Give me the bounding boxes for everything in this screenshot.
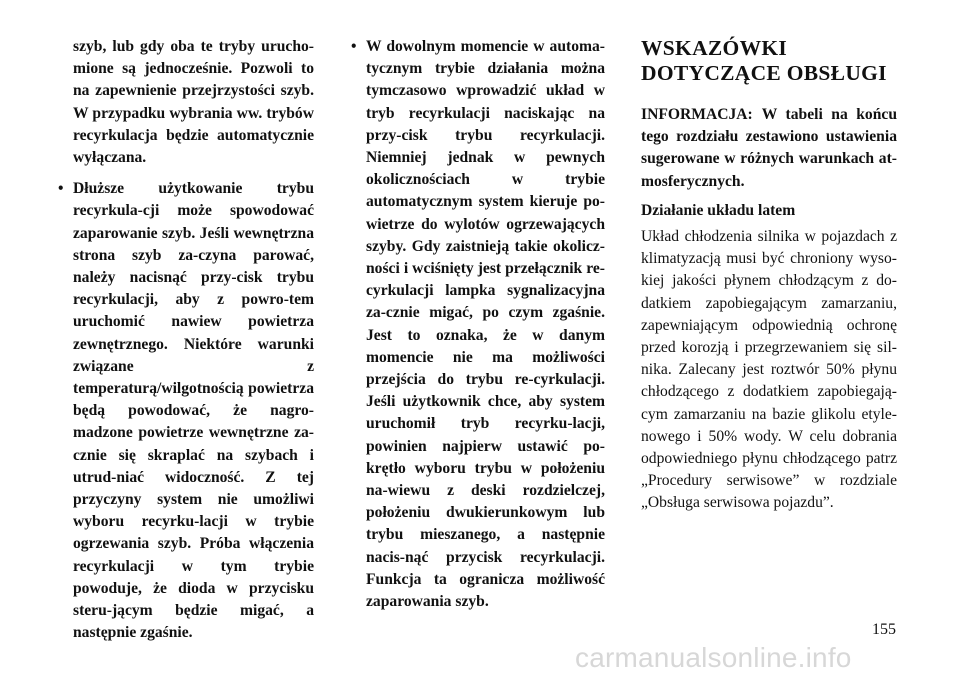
section-heading-line2: DOTYCZĄCE OBSŁUGI [641, 61, 887, 85]
watermark-text: carmanualsonline.info [575, 642, 852, 673]
continuation-paragraph: szyb, lub gdy oba te tryby urucho-mione są jednocześnie. Pozwoli to na zapewnienie przejrzystości szyb. W przypadku wybrania ww. trybów recyrkulacja będzie automatycznie wyłączana. [73, 38, 314, 167]
left-column [56, 36, 314, 644]
info-note [641, 104, 897, 193]
section-heading-line1: WSKAZÓWKI [641, 36, 788, 60]
middle-column [349, 36, 605, 613]
summer-operation-subheading: Działanie układu latem [641, 201, 796, 219]
right-column [641, 36, 897, 515]
page-number: 155 [872, 621, 896, 638]
bullet-recirculation-fogging: • Dłuższe użytkowanie trybu recyrkula-cji może spowodować zaparowanie szyb. Jeśli wewnętrzna strona szyb za-czyna parować, należy nacisnąć przy-cisk trybu recyrkulacji, aby z powro-tem uruchomić nawiew powietrza zewnętrznego. Niektóre warunki związane z temperaturą/wilgotnością powietrza będą powodować, że nagro-madzone powietrze wewnętrzne za-cznie się skraplać na szybach i utrud-niać widoczność. Z tej przyczyny system nie umożliwi wyboru recyrku-lacji w trybie ogrzewania szyb. Próba włączenia recyrkulacji w tym trybie powoduje, że dioda w przycisku steru-jącym będzie migać, a następnie zgaśnie. [56, 178, 314, 644]
summer-operation-body: Układ chłodzenia silnika w pojazdach z klimatyzacją musi być chroniony wyso-kiej jakości płynem chłodzącym z do-datkiem zapobiegającym zamarzaniu, zapewniającym odpowiednią ochronę przed korozją i przegrzewaniem się sil-nika. Zalecany jest roztwór 50% płynu chłodzącego z dodatkiem zapobiegają-cym zamarzaniu na bazie glikolu etyle-nowego i 50% wody. W celu dobrania odpowiedniego płynu chłodzącego patrz „Procedury serwisowe” w rozdziale „Obsługa serwisowa pojazdu”. [641, 228, 897, 512]
section-heading [641, 36, 897, 86]
info-label: INFORMACJA: [641, 106, 753, 123]
bullet-recirculation-auto-mode: • W dowolnym momencie w automa-tycznym trybie działania można tymczasowo wprowadzić układ w tryb recyrkulacji naciskając na przy-cisk trybu recyrkulacji. Niemniej jednak w pewnych okolicznościach w trybie automatycznym system kieruje po-wietrze do wylotów ogrzewających szyby. Gdy zaistnieją takie okolicz-ności i wciśnięty jest przełącznik re-cyrkulacji lampka sygnalizacyjna za-cznie migać, po czym zgaśnie. Jest to oznaka, że w danym momencie nie ma możliwości przejścia do trybu re-cyrkulacji. Jeśli użytkownik chce, aby system uruchomił tryb recyrku-lacji, powinien najpierw ustawić po-krętło wyboru trybu w położeniu na-wiewu z deski rozdzielczej, położeniu dwukierunkowym lub trybu mieszanego, a następnie nacis-nąć przycisk recyrkulacji. Funkcja ta ogranicza możliwość zaparowania szyb. [349, 36, 605, 613]
info-text: W tabeli na końcu tego rozdziału zestawiono ustawienia sugerowane w różnych warunkach at-mosferycznych. [641, 106, 897, 190]
